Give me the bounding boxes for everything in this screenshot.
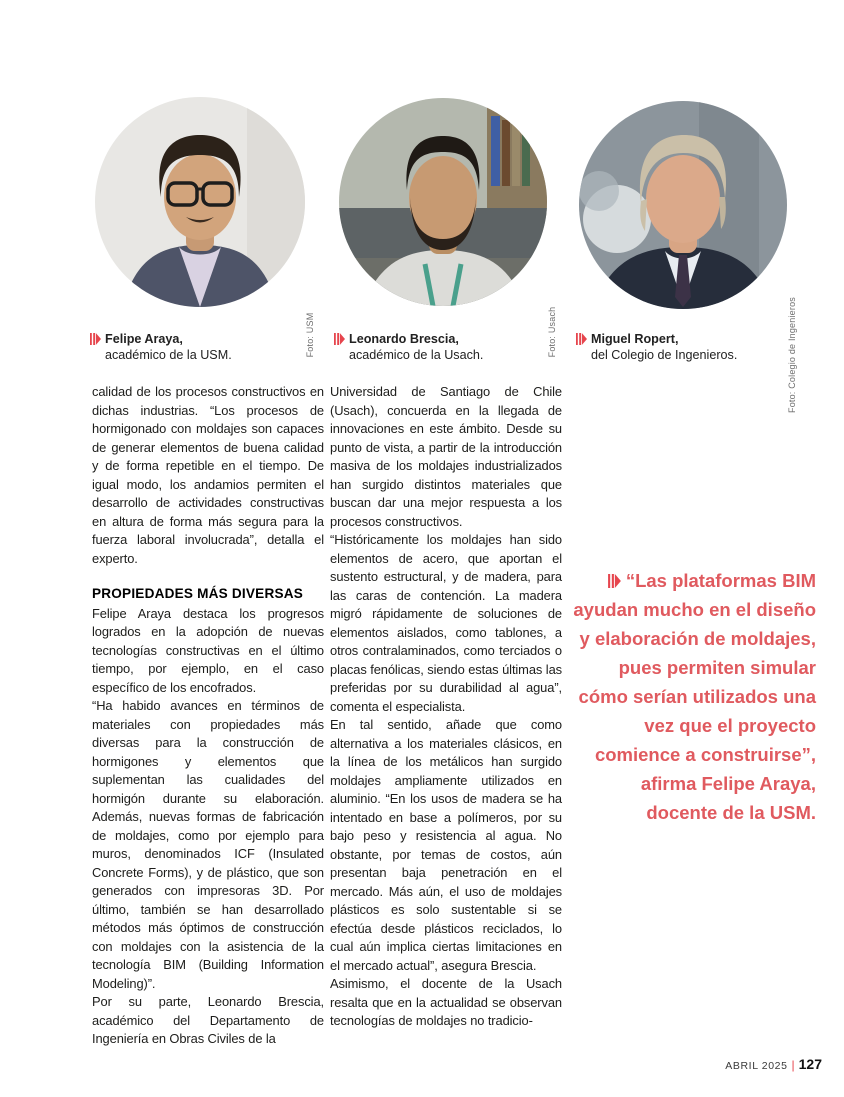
pull-quote: [568, 566, 816, 827]
caption-miguel-ropert: [576, 331, 786, 363]
page-footer: [725, 1056, 822, 1074]
avatar-felipe-araya: [95, 97, 305, 307]
paragraph: calidad de los procesos constructivos en dichas industrias. “Los procesos de hormigonado con moldajes son capaces de generar elementos de buena calidad y de forma repetible en el tiempo. De igual modo, los andamios permiten el desarrollo de actividades constructivas en altura de forma más segura para la fuerza laboral involucrada”, detalla el experto.: [92, 384, 324, 566]
article-column-left: [92, 383, 324, 1049]
paragraph: “Históricamente los moldajes han sido elementos de acero, que aportan el sustento estructural, y de madera, para las caras de contención. La madera migró rápidamente de soluciones de elementos aislados, como tablones, a otros contralaminados, como terciados o placas fenólicas, siendo estas últimas las preferidas por su durabilidad al agua”, comenta el especialista.: [330, 532, 562, 714]
paragraph: En tal sentido, añade que como alternativa a los materiales clásicos, en la línea de los metálicos han surgido moldajes ampliamente utilizados en aluminio. “En los usos de madera se ha intentado en base a polímeros, por su bajo peso y resistencia al agua. No obstante, por temas de costos, aún presentan baja penetración en el mercado. Más aún, el uso de moldajes plásticos es solo sustentable si se efectúa desde plásticos reciclados, lo cual aún implica ciertas limitaciones en el mercado actual”, asegura Brescia.: [330, 717, 562, 973]
paragraph: “Ha habido avances en términos de materiales con propiedades más diversas para la construcción de hormigones y elementos que suplementan las cualidades del hormigón durante su elaboración. Además, nuevas formas de fabricación de moldajes, como por ejemplo para muros, denominados ICF (Insulated Concrete Forms), y de plástico, que son generados con impresoras 3D. Por último, también se han desarrollado métodos más óptimos de construcción con moldajes con la asistencia de la tecnología BIM (Building Information Modeling)”.: [92, 698, 324, 991]
footer-separator: |: [791, 1058, 795, 1072]
paragraph: Universidad de Santiago de Chile (Usach), concuerda en la llegada de innovaciones en este ámbito. Desde su punto de vista, a partir de la introducción masiva de los moldajes industrializados han surgido distintos materiales que buscan dar una mejor respuesta a los procesos constructivos.: [330, 384, 562, 529]
avatar-miguel-ropert: [579, 101, 787, 309]
paragraph: Felipe Araya destaca los progresos logrados en la adopción de nuevas tecnologías constructivas en el último tiempo, por ejemplo, en el caso específico de los encofrados.: [92, 605, 324, 695]
paragraph: Asimismo, el docente de la Usach resalta que en la actualidad se observan tecnologías de moldajes no tradicio-: [330, 976, 562, 1028]
caption-marker-icon: [334, 333, 345, 345]
portrait-photo-miguel-ropert: [579, 101, 844, 457]
caption-leonardo-brescia: [334, 331, 544, 363]
photo-credit-miguel: Foto: Colegio de Ingenieros: [787, 297, 797, 413]
caption-role: del Colegio de Ingenieros.: [591, 348, 738, 362]
avatar-leonardo-brescia: [339, 98, 547, 306]
photo-credit-felipe: Foto: USM: [305, 312, 315, 358]
caption-name: Leonardo Brescia,: [349, 332, 459, 346]
pull-quote-text: “Las plataformas BIM ayudan mucho en el diseño y elaboración de moldajes, pues permiten simular cómo serían utilizados una vez que el proyecto comience a construirse”, afirma Felipe Araya, docente de la USM.: [573, 570, 816, 823]
caption-role: académico de la USM.: [105, 348, 232, 362]
footer-issue-date: ABRIL 2025: [725, 1060, 788, 1072]
caption-name: Felipe Araya,: [105, 332, 183, 346]
photo-credit-leonardo: Foto: Usach: [547, 306, 557, 358]
caption-name: Miguel Ropert,: [591, 332, 679, 346]
caption-marker-icon: [576, 333, 587, 345]
caption-role: académico de la Usach.: [349, 348, 484, 362]
caption-felipe-araya: [90, 331, 300, 363]
caption-marker-icon: [90, 333, 101, 345]
quote-marker-icon: [608, 574, 621, 588]
paragraph: Por su parte, Leonardo Brescia, académico del Departamento de Ingeniería en Obras Civiles de la: [92, 994, 324, 1046]
article-column-middle: [330, 383, 562, 1031]
section-heading: PROPIEDADES MÁS DIVERSAS: [92, 586, 304, 601]
footer-page-number: 127: [798, 1056, 822, 1072]
